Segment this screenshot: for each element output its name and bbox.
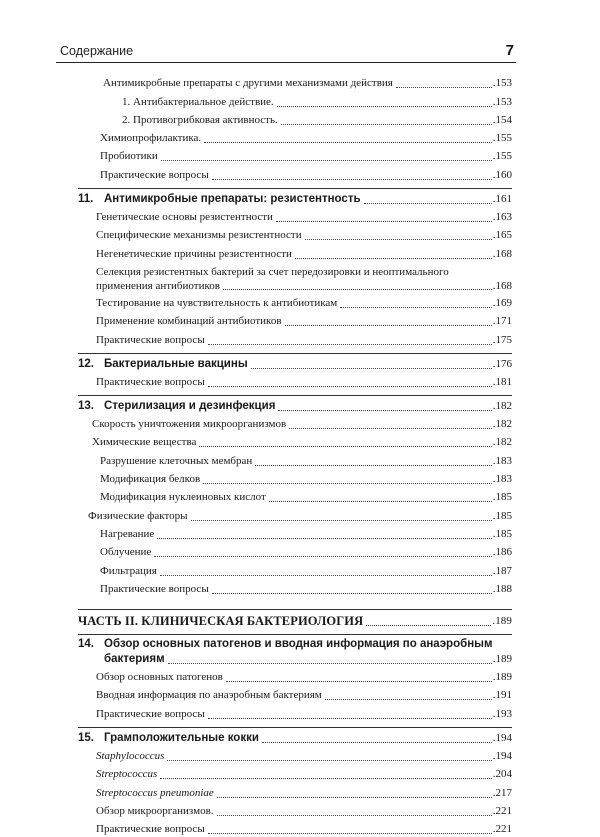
chapter-heading-15[interactable]: 15. Грамположительные кокки .194 xyxy=(78,731,512,744)
toc-entry[interactable]: Фильтрация .187 xyxy=(100,564,512,577)
toc-entry[interactable]: Streptococcus pneumoniae .217 xyxy=(96,786,512,799)
toc-entry[interactable]: Химические вещества .182 xyxy=(92,436,512,449)
toc-entry[interactable]: Скорость уничтожения микроорганизмов .182 xyxy=(92,418,512,431)
running-head xyxy=(56,44,516,63)
toc-entry[interactable]: Обзор микроорганизмов. .221 xyxy=(96,804,512,817)
toc-entry[interactable]: Streptococcus .204 xyxy=(96,768,512,781)
toc-entry[interactable]: Практические вопросы .175 xyxy=(96,333,512,346)
toc-entry[interactable]: Селекция резистентных бактерий за счет передозировки и неоптимального применения антибиотиков .168 xyxy=(96,265,512,292)
part-heading[interactable]: ЧАСТЬ II. КЛИНИЧЕСКАЯ БАКТЕРИОЛОГИЯ .189 xyxy=(78,613,512,628)
toc-entry[interactable]: Генетические основы резистентности .163 xyxy=(96,211,512,224)
toc-entry[interactable]: Модификация нуклеиновых кислот .185 xyxy=(100,491,512,504)
page-number: 7 xyxy=(505,42,514,59)
toc-entry[interactable]: Применение комбинаций антибиотиков .171 xyxy=(96,315,512,328)
toc-entry[interactable]: Физические факторы .185 xyxy=(88,509,512,522)
toc-entry[interactable]: Химиопрофилактика. .155 xyxy=(100,132,512,145)
chapter-heading-11[interactable]: 11. Антимикробные препараты: резистентность .161 xyxy=(78,192,512,205)
toc-entry[interactable]: Практические вопросы .193 xyxy=(96,707,512,720)
toc-entry[interactable]: Тестирование на чувствительность к антибиотикам .169 xyxy=(96,296,512,309)
chapter-heading-13[interactable]: 13. Стерилизация и дезинфекция .182 xyxy=(78,399,512,412)
toc-entry[interactable]: Облучение .186 xyxy=(100,546,512,559)
toc-entry[interactable]: Вводная информация по анаэробным бактериям .191 xyxy=(96,689,512,702)
toc-entry[interactable]: Модификация белков .183 xyxy=(100,473,512,486)
toc-entry[interactable]: Антимикробные препараты с другими механизмами действия .153 xyxy=(103,77,512,90)
toc-entry[interactable]: Staphylococcus .194 xyxy=(96,750,512,763)
toc-entry[interactable]: Разрушение клеточных мембран .183 xyxy=(100,454,512,467)
table-of-contents xyxy=(78,73,512,837)
chapter-heading-12[interactable]: 12. Бактериальные вакцины .176 xyxy=(78,357,512,370)
toc-entry[interactable]: 1. Антибактериальное действие. .153 xyxy=(122,95,512,108)
toc-entry[interactable]: Пробиотики .155 xyxy=(100,150,512,163)
toc-entry[interactable]: Практические вопросы .188 xyxy=(100,582,512,595)
toc-entry[interactable]: Специфические механизмы резистентности .165 xyxy=(96,229,512,242)
toc-entry[interactable]: Обзор основных патогенов .189 xyxy=(96,671,512,684)
toc-entry[interactable]: Негенетические причины резистентности .168 xyxy=(96,247,512,260)
chapter-heading-14[interactable]: 14. Обзор основных патогенов и вводная информация по анаэробным бактериям .189 xyxy=(78,637,512,665)
toc-entry[interactable]: Нагревание .185 xyxy=(100,527,512,540)
toc-entry[interactable]: Практические вопросы .181 xyxy=(96,375,512,388)
toc-entry[interactable]: 2. Противогрибковая активность. .154 xyxy=(122,113,512,126)
toc-entry[interactable]: Практические вопросы .221 xyxy=(96,823,512,836)
running-head-title: Содержание xyxy=(60,44,134,58)
toc-entry[interactable]: Практические вопросы .160 xyxy=(100,168,512,181)
